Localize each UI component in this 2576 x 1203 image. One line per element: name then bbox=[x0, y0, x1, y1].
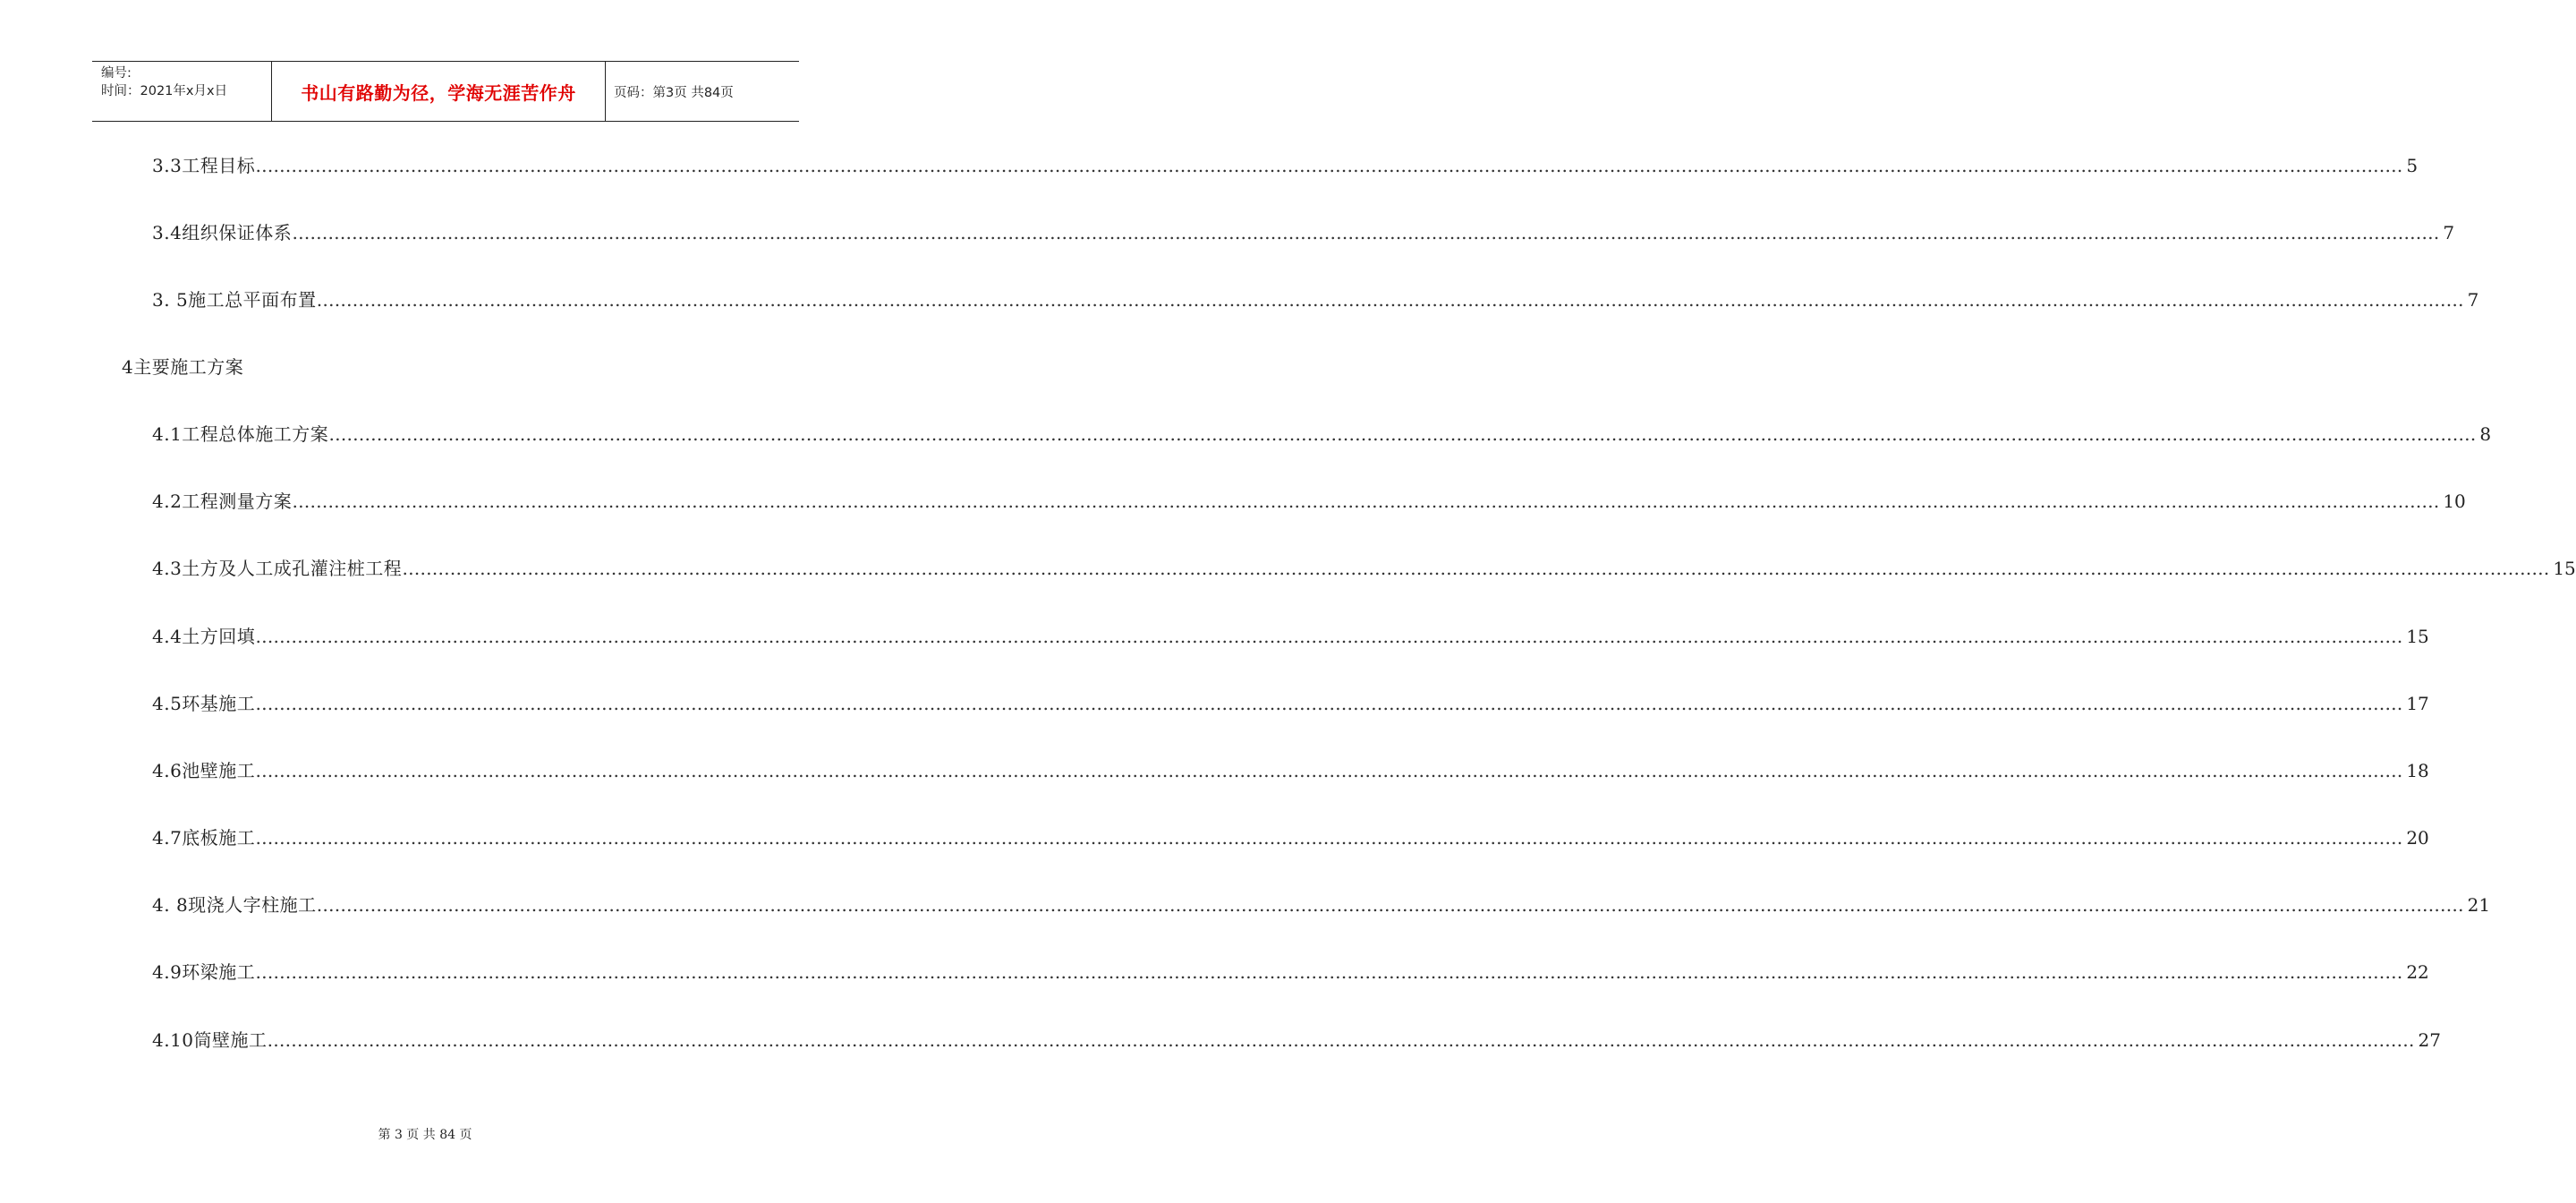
toc-entry[interactable] bbox=[152, 286, 2479, 313]
toc-entry-page: 18 bbox=[2406, 760, 2429, 781]
toc-leader-dots: ……………………………………………………………………………………………………………………………………………………………………………………………………………………………………………………………………………………………………………………………… bbox=[316, 289, 2464, 311]
toc-entry[interactable] bbox=[152, 1027, 2441, 1054]
toc-entry[interactable] bbox=[152, 959, 2429, 985]
toc-entry[interactable] bbox=[152, 824, 2429, 851]
document-number-label: 编号: bbox=[101, 66, 132, 81]
toc-entry-page: 8 bbox=[2479, 423, 2492, 445]
toc-entry-title: 4.1工程总体施工方案 bbox=[152, 423, 329, 445]
page-header bbox=[92, 61, 799, 122]
toc-leader-dots: ……………………………………………………………………………………………………………………………………………………………………………………………………………………………………………………………………………………………………………………………… bbox=[267, 1029, 2415, 1051]
toc-entry-page: 7 bbox=[2443, 222, 2455, 243]
toc-entry-title: 4.5环基施工 bbox=[152, 693, 256, 714]
toc-leader-dots: ……………………………………………………………………………………………………………………………………………………………………………………………………………………………………………………………………………………………………………………………… bbox=[255, 760, 2403, 781]
toc-leader-dots: ……………………………………………………………………………………………………………………………………………………………………………………………………………………………………………………………………………………………………………………………… bbox=[255, 693, 2403, 714]
header-motto: 书山有路勤为径，学海无涯苦作舟 bbox=[301, 81, 576, 104]
toc-entry-title: 3.4组织保证体系 bbox=[152, 222, 293, 243]
toc-entry-title: 4.6池壁施工 bbox=[152, 760, 256, 781]
page-footer: 第 3 页 共 84 页 bbox=[378, 1128, 472, 1142]
toc-entry-page: 27 bbox=[2418, 1029, 2441, 1051]
toc-entry-page: 17 bbox=[2406, 693, 2429, 714]
toc-entry-page: 10 bbox=[2443, 491, 2466, 512]
toc-entry-page: 7 bbox=[2467, 289, 2479, 311]
toc-entry-title: 4.4土方回填 bbox=[152, 626, 256, 647]
toc-entry[interactable] bbox=[152, 757, 2429, 784]
toc-entry-page: 15 bbox=[2406, 626, 2429, 647]
toc-entry-title: 4.7底板施工 bbox=[152, 827, 256, 849]
toc-leader-dots: ……………………………………………………………………………………………………………………………………………………………………………………………………………………………………………………………………………………………………………………………… bbox=[255, 626, 2403, 647]
toc-entry-title: 4.10筒壁施工 bbox=[152, 1029, 268, 1051]
toc-entry-page: 5 bbox=[2406, 155, 2419, 176]
toc-entry[interactable] bbox=[152, 152, 2419, 179]
toc-entry-title: 4.3土方及人工成孔灌注桩工程 bbox=[152, 558, 403, 579]
toc-entry-title: 4.2工程测量方案 bbox=[152, 491, 293, 512]
header-page-info: 页码：第3页 共84页 bbox=[614, 85, 734, 100]
toc-entry[interactable] bbox=[152, 555, 2576, 582]
toc-leader-dots: ……………………………………………………………………………………………………………………………………………………………………………………………………………………………………………………………………………………………………………………………… bbox=[292, 222, 2440, 243]
toc-entry[interactable] bbox=[152, 488, 2466, 515]
toc-section-title: 4主要施工方案 bbox=[122, 356, 244, 378]
toc-entry-page: 22 bbox=[2406, 961, 2429, 983]
toc-entry-title: 3.3工程目标 bbox=[152, 155, 256, 176]
toc-leader-dots: ……………………………………………………………………………………………………………………………………………………………………………………………………………………………………………………………………………………………………………………………… bbox=[292, 491, 2440, 512]
toc-entry-title: 4.9环梁施工 bbox=[152, 961, 256, 983]
toc-entry-page: 21 bbox=[2467, 894, 2491, 916]
toc-entry-title: 3. 5施工总平面布置 bbox=[152, 289, 317, 311]
toc-section-heading[interactable] bbox=[122, 354, 480, 380]
toc-entry[interactable] bbox=[152, 690, 2429, 717]
header-motto-cell bbox=[271, 62, 606, 121]
toc-entry[interactable] bbox=[152, 623, 2429, 650]
toc-entry[interactable] bbox=[152, 892, 2491, 918]
toc-entry[interactable] bbox=[152, 219, 2455, 246]
toc-entry-page: 15 bbox=[2553, 558, 2576, 579]
header-page-info-cell bbox=[606, 62, 799, 121]
toc-leader-dots: ……………………………………………………………………………………………………………………………………………………………………………………………………………………………………………………………………………………………………………………………… bbox=[255, 155, 2403, 176]
toc-entry-title: 4. 8现浇人字柱施工 bbox=[152, 894, 317, 916]
toc-entry[interactable] bbox=[152, 421, 2492, 448]
toc-leader-dots: ……………………………………………………………………………………………………………………………………………………………………………………………………………………………………………………………………………………………………………………………… bbox=[255, 827, 2403, 849]
document-date: 时间：2021年x月x日 bbox=[101, 84, 228, 98]
toc-leader-dots: ……………………………………………………………………………………………………………………………………………………………………………………………………………………………………………………………………………………………………………………………… bbox=[255, 961, 2403, 983]
toc-entry-page: 20 bbox=[2406, 827, 2429, 849]
toc-leader-dots: ……………………………………………………………………………………………………………………………………………………………………………………………………………………………………………………………………………………………………………………………… bbox=[316, 894, 2464, 916]
toc-leader-dots: ……………………………………………………………………………………………………………………………………………………………………………………………………………………………………………………………………………………………………………………………… bbox=[328, 423, 2477, 445]
header-meta bbox=[92, 62, 271, 121]
toc-leader-dots: ……………………………………………………………………………………………………………………………………………………………………………………………………………………………………………………………………………………………………………………………… bbox=[402, 558, 2550, 579]
